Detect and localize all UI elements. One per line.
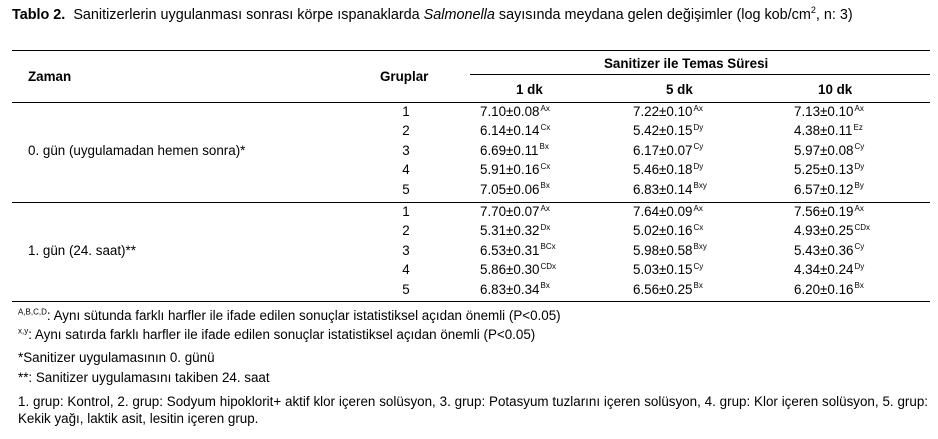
value-text: 6.17±0.07 xyxy=(633,142,693,158)
caption-text-before: Sanitizerlerin uygulanması sonrası körpe ıspanaklarda xyxy=(73,7,424,23)
value-superscript: Bx xyxy=(693,281,703,291)
value-text: 4.38±0.11 xyxy=(794,123,853,139)
group-number: 5 xyxy=(402,281,410,297)
footnote-column-letters xyxy=(18,308,561,323)
value-superscript: Dy xyxy=(693,122,704,132)
value-cell xyxy=(480,143,549,158)
value-cell xyxy=(794,123,863,138)
value-text: 5.91±0.16 xyxy=(480,162,540,178)
value-superscript: Bx xyxy=(540,281,550,291)
value-text: 5.03±0.15 xyxy=(633,262,693,278)
caption-sup: 2 xyxy=(810,5,816,16)
header-zaman: Zaman xyxy=(28,69,72,84)
value-cell xyxy=(794,162,864,177)
value-text: 4.34±0.24 xyxy=(794,262,854,278)
value-superscript: Dy xyxy=(693,161,704,171)
value-cell xyxy=(480,123,550,138)
header-gruplar: Gruplar xyxy=(380,69,429,84)
value-cell xyxy=(633,143,703,158)
value-cell xyxy=(480,243,556,258)
value-cell xyxy=(794,243,864,258)
value-text: 7.56±0.19 xyxy=(794,204,854,219)
value-superscript: Bxy xyxy=(693,242,707,252)
value-superscript: Bx xyxy=(540,181,550,191)
value-cell xyxy=(480,282,550,297)
value-superscript: CDx xyxy=(540,261,557,271)
value-text: 7.64±0.09 xyxy=(633,204,693,219)
value-text: 6.14±0.14 xyxy=(480,123,540,139)
caption-text-end: , n: 3) xyxy=(815,7,853,23)
header-col-5dk: 5 dk xyxy=(666,82,693,97)
footnote-2-sup: x,y xyxy=(18,326,29,336)
header-col-10dk: 10 dk xyxy=(818,82,853,97)
table-bottom-rule xyxy=(12,301,930,302)
value-cell xyxy=(480,223,550,238)
value-superscript: Cy xyxy=(854,242,865,252)
value-superscript: Cx xyxy=(540,161,551,171)
value-superscript: Dx xyxy=(540,222,551,232)
value-superscript: Cy xyxy=(693,261,704,271)
group-number: 3 xyxy=(402,142,410,158)
value-superscript: Ez xyxy=(853,122,863,132)
value-cell xyxy=(480,262,556,277)
value-superscript: Ax xyxy=(540,103,550,113)
group-number: 2 xyxy=(402,123,410,139)
value-superscript: Ax xyxy=(540,203,550,213)
caption-italic: Salmonella xyxy=(423,7,495,23)
value-cell xyxy=(633,262,703,277)
value-text: 6.83±0.14 xyxy=(633,181,693,197)
section-label: 1. gün (24. saat)** xyxy=(28,242,136,258)
value-superscript: Cx xyxy=(540,122,551,132)
value-cell xyxy=(633,223,703,238)
group-number: 1 xyxy=(402,204,410,219)
value-text: 6.83±0.34 xyxy=(480,281,540,297)
value-text: 6.53±0.31 xyxy=(480,242,540,258)
value-text: 7.13±0.10 xyxy=(794,104,854,119)
header-col-1dk: 1 dk xyxy=(516,82,543,97)
value-cell xyxy=(794,282,864,297)
value-text: 5.02±0.16 xyxy=(633,223,693,239)
value-cell xyxy=(794,223,870,238)
value-cell xyxy=(794,262,864,277)
section-label: 0. gün (uygulamadan hemen sonra)* xyxy=(28,142,246,158)
value-superscript: Ax xyxy=(854,103,864,113)
group-number: 2 xyxy=(402,223,410,239)
value-text: 7.10±0.08 xyxy=(480,104,540,119)
value-superscript: Ax xyxy=(854,203,864,213)
value-text: 7.05±0.06 xyxy=(480,181,540,197)
value-cell xyxy=(794,143,864,158)
value-cell xyxy=(480,182,550,197)
value-cell xyxy=(633,182,707,197)
value-superscript: CDx xyxy=(854,222,871,232)
value-text: 5.25±0.13 xyxy=(794,162,854,178)
footnote-groups: 1. grup: Kontrol, 2. grup: Sodyum hipoklorit+ aktif klor içeren solüsyon, 3. grup: Potasyum tuzlarını içeren solüsyon, 4. grup: Klor içeren solüsyon, 5. grup: Kekik yağı, laktik asit, lesitin içeren grup. xyxy=(18,394,928,426)
section-divider-rule xyxy=(12,202,930,203)
footnote-day0: *Sanitizer uygulamasının 0. günü xyxy=(18,350,215,365)
value-cell xyxy=(794,104,864,119)
value-superscript: BCx xyxy=(540,242,556,252)
value-cell xyxy=(633,282,703,297)
value-text: 5.43±0.36 xyxy=(794,242,854,258)
table-top-rule xyxy=(12,50,930,51)
value-superscript: Dy xyxy=(854,261,865,271)
value-text: 5.31±0.32 xyxy=(480,223,540,239)
footnote-row-letters xyxy=(18,327,535,342)
value-cell xyxy=(480,104,550,119)
value-superscript: Cy xyxy=(693,142,704,152)
group-number: 4 xyxy=(402,262,410,278)
value-superscript: Cy xyxy=(854,142,865,152)
group-number: 1 xyxy=(402,104,410,119)
caption-label: Tablo 2. xyxy=(12,7,66,23)
group-number: 4 xyxy=(402,162,410,178)
value-text: 5.46±0.18 xyxy=(633,162,693,178)
value-text: 6.69±0.11 xyxy=(480,142,539,158)
header-sub-rule xyxy=(470,74,930,75)
value-cell xyxy=(480,162,550,177)
value-superscript: Ax xyxy=(693,103,703,113)
group-number: 5 xyxy=(402,181,410,197)
value-text: 5.86±0.30 xyxy=(480,262,540,278)
value-superscript: By xyxy=(854,181,864,191)
value-text: 6.56±0.25 xyxy=(633,281,693,297)
footnote-1-text: : Aynı sütunda farklı harfler ile ifade edilen sonuçlar istatistiksel açıdan önemli (P<0.05) xyxy=(46,308,561,323)
value-cell xyxy=(633,243,707,258)
value-text: 5.97±0.08 xyxy=(794,142,854,158)
value-superscript: Bx xyxy=(854,281,864,291)
value-superscript: Ax xyxy=(693,203,703,213)
value-cell xyxy=(794,204,864,219)
value-cell xyxy=(480,204,550,219)
header-temas: Sanitizer ile Temas Süresi xyxy=(604,56,769,71)
value-superscript: Dy xyxy=(854,161,865,171)
group-number: 3 xyxy=(402,242,410,258)
caption-text-after: sayısında meydana gelen değişimler (log kob/cm xyxy=(494,7,811,23)
value-superscript: Cx xyxy=(693,222,704,232)
header-bottom-rule xyxy=(12,102,930,103)
value-text: 6.57±0.12 xyxy=(794,181,854,197)
value-cell xyxy=(633,104,703,119)
value-cell xyxy=(633,162,703,177)
value-text: 4.93±0.25 xyxy=(794,223,854,239)
value-text: 5.42±0.15 xyxy=(633,123,693,139)
value-text: 6.20±0.16 xyxy=(794,281,854,297)
value-superscript: Bxy xyxy=(693,181,707,191)
table-caption xyxy=(12,6,930,24)
value-cell xyxy=(794,182,864,197)
value-text: 7.22±0.10 xyxy=(633,104,693,119)
value-text: 7.70±0.07 xyxy=(480,204,540,219)
value-text: 5.98±0.58 xyxy=(633,242,693,258)
footnote-1-sup: A,B,C,D xyxy=(18,307,47,317)
value-cell xyxy=(633,204,703,219)
value-superscript: Bx xyxy=(539,142,549,152)
value-cell xyxy=(633,123,703,138)
footnote-2-text: : Aynı satırda farklı harfler ile ifade edilen sonuçlar istatistiksel açıdan önemli (P<0.05) xyxy=(28,327,536,342)
footnote-day1: **: Sanitizer uygulamasını takiben 24. saat xyxy=(18,370,270,385)
